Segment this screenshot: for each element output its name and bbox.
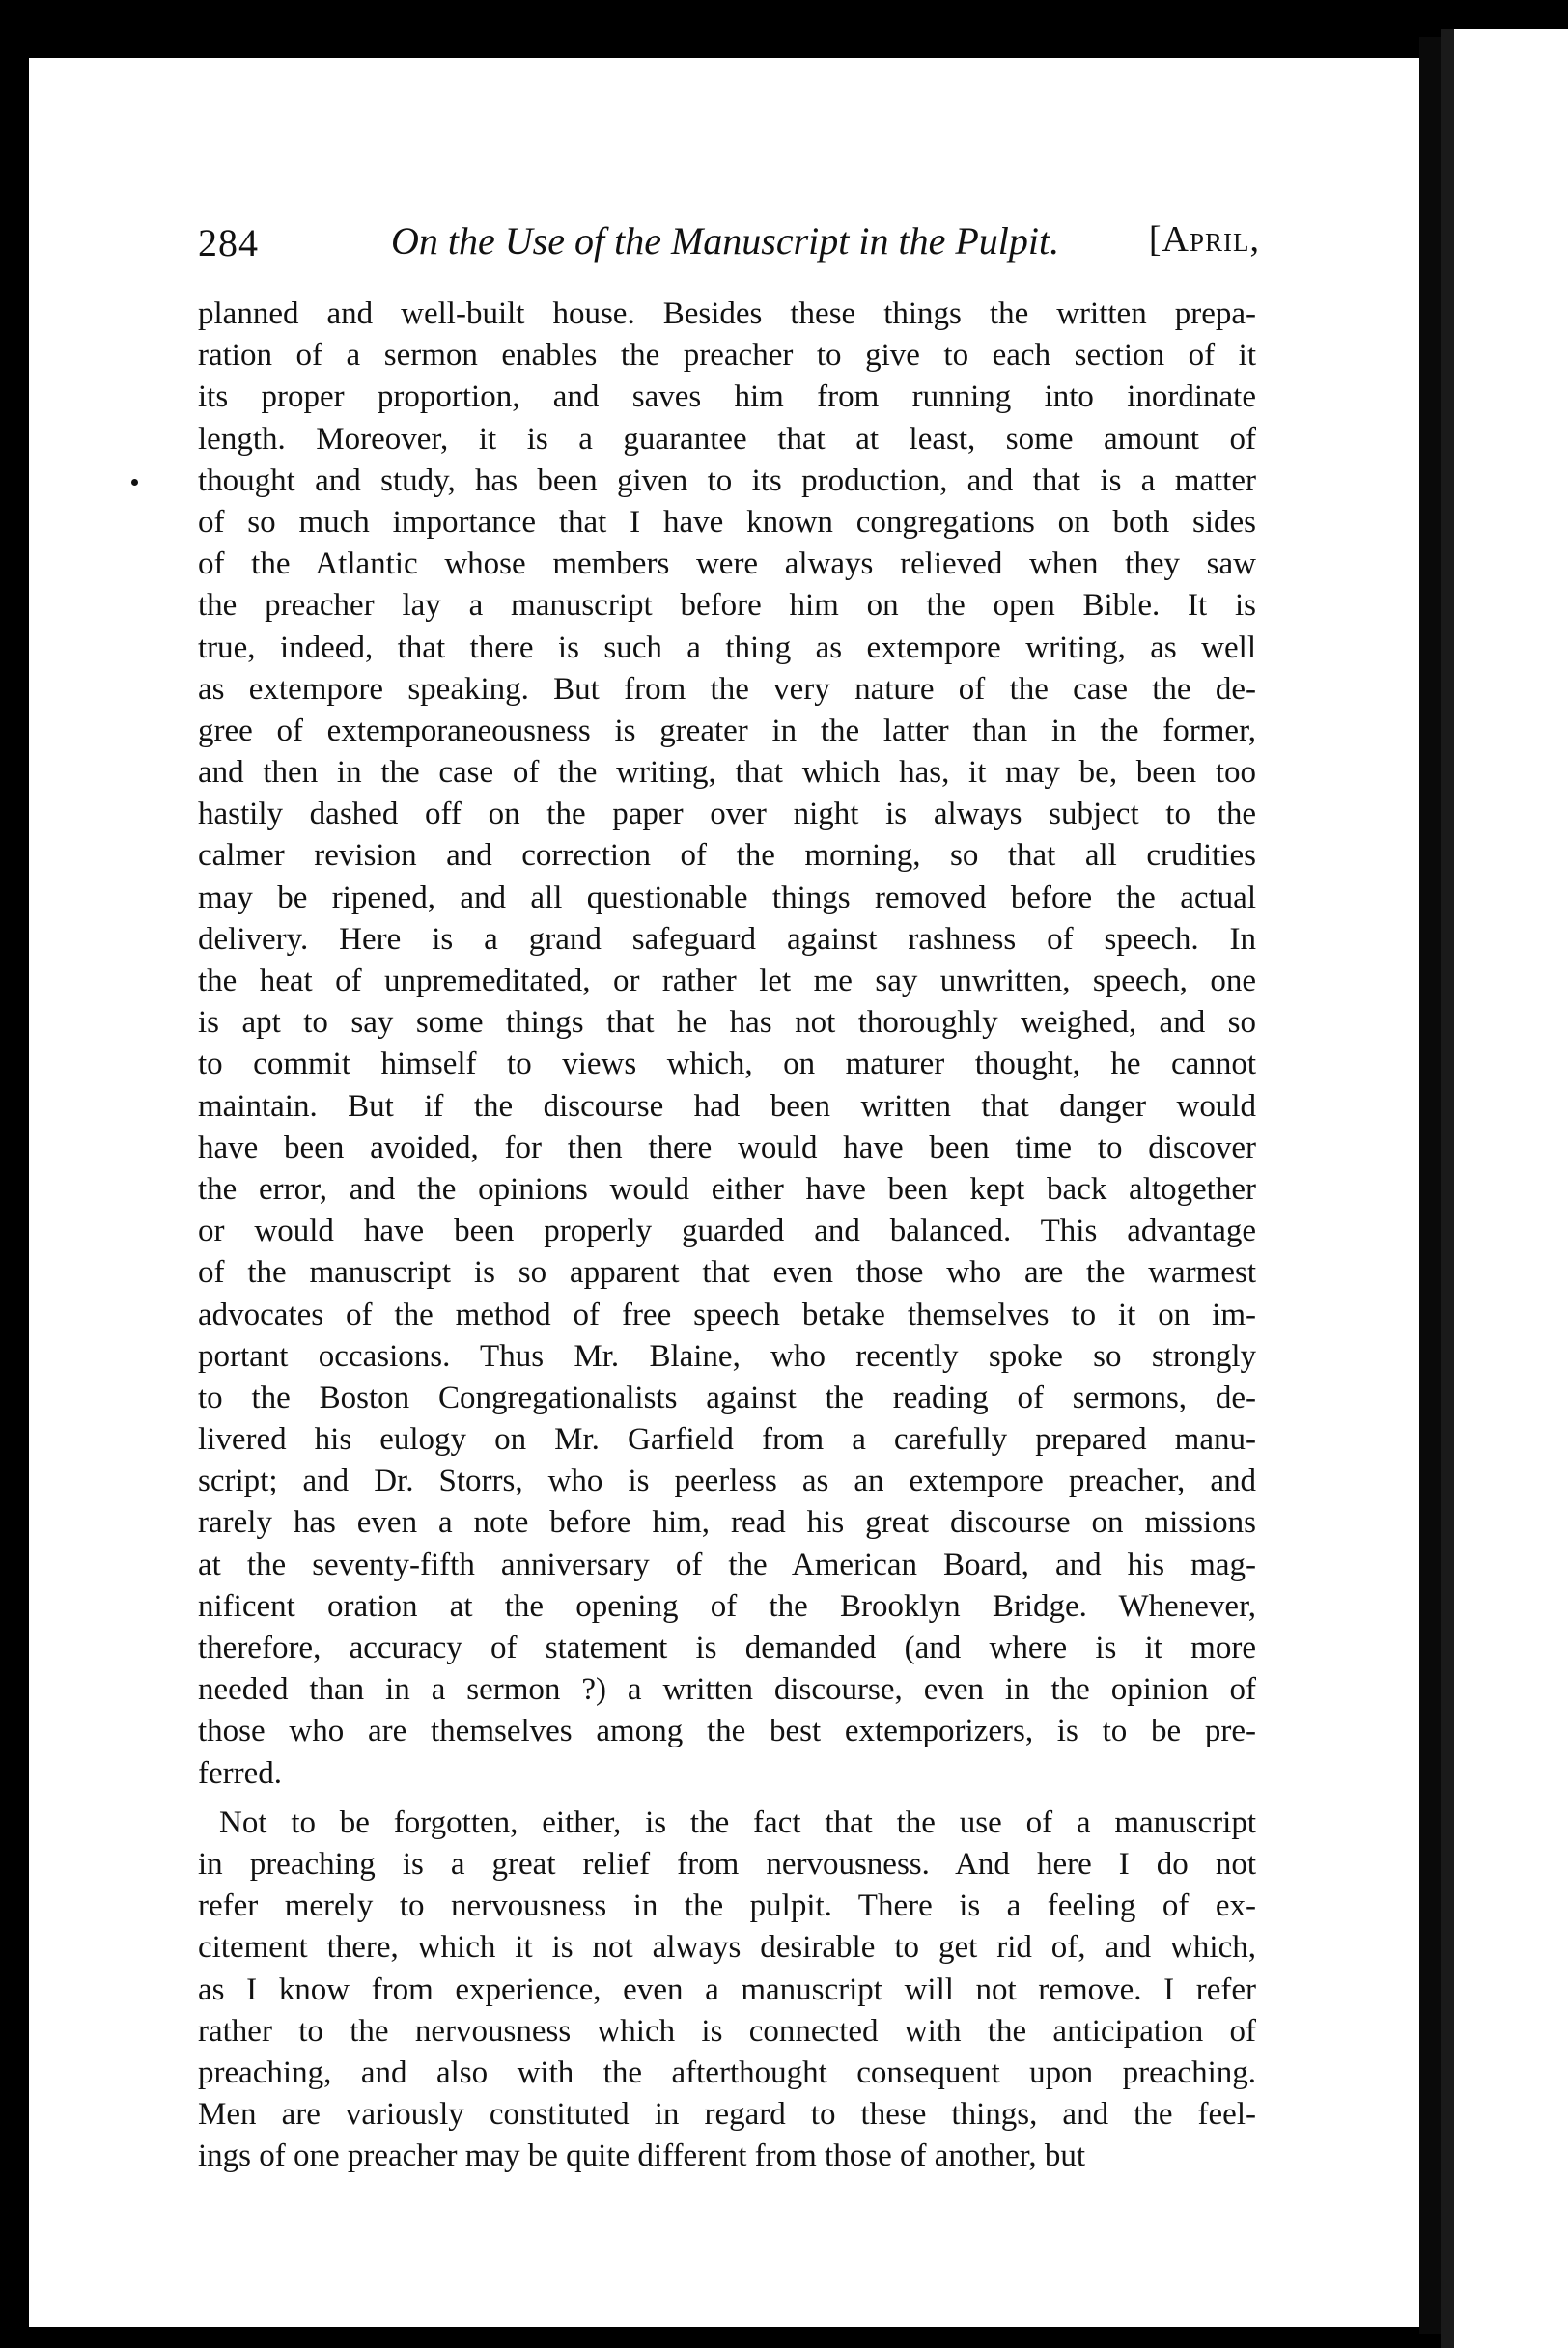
text-line: length. Moreover, it is a guarantee that at least, some amount of <box>198 421 1256 457</box>
text-line: the error, and the opinions would either have been kept back altogether <box>198 1171 1256 1207</box>
page-edge <box>1419 37 1441 2334</box>
text-line: its proper proportion, and saves him from running into inordinate <box>198 379 1256 415</box>
running-month: [April, <box>1148 219 1260 260</box>
text-line: maintain. But if the discourse had been written that danger would <box>198 1088 1256 1124</box>
text-line: as extempore speaking. But from the very nature of the case the de- <box>198 671 1256 707</box>
text-line: hastily dashed off on the paper over night is always subject to the <box>198 797 1256 832</box>
text-line: as I know from experience, even a manuscript will not remove. I refer <box>198 1971 1256 2007</box>
paragraph-gap <box>198 1795 1256 1803</box>
text-line: thought and study, has been given to its production, and that is a matter <box>198 462 1256 498</box>
running-title: On the Use of the Manuscript in the Pulpit. <box>391 219 1060 263</box>
text-line: of the manuscript is so apparent that even those who are the warmest <box>198 1255 1256 1291</box>
gutter-shadow <box>1441 29 1454 2348</box>
text-line: of so much importance that I have known congregations on both sides <box>198 504 1256 540</box>
text-line: script; and Dr. Storrs, who is peerless as an extempore preacher, and <box>198 1464 1256 1499</box>
text-line: advocates of the method of free speech betake themselves to it on im- <box>198 1297 1256 1332</box>
text-line: ration of a sermon enables the preacher to give to each section of it <box>198 338 1256 374</box>
text-line: rarely has even a note before him, read his great discourse on missions <box>198 1505 1256 1541</box>
text-line: refer merely to nervousness in the pulpit. There is a feeling of ex- <box>198 1888 1256 1924</box>
text-line: citement there, which it is not always desirable to get rid of, and which, <box>198 1930 1256 1966</box>
running-head <box>198 212 1260 280</box>
text-line: to commit himself to views which, on maturer thought, he cannot <box>198 1047 1256 1082</box>
text-line: preaching, and also with the afterthought consequent upon preaching. <box>198 2054 1256 2090</box>
text-line: rather to the nervousness which is connected with the anticipation of <box>198 2013 1256 2049</box>
text-line: delivery. Here is a grand safeguard against rashness of speech. In <box>198 921 1256 957</box>
text-line: needed than in a sermon ?) a written discourse, even in the opinion of <box>198 1672 1256 1708</box>
text-line: gree of extemporaneousness is greater in the latter than in the former, <box>198 713 1256 748</box>
text-line: nificent oration at the opening of the Brooklyn Bridge. Whenever, <box>198 1588 1256 1624</box>
text-line: calmer revision and correction of the morning, so that all crudities <box>198 838 1256 874</box>
text-line: true, indeed, that there is such a thing as extempore writing, as well <box>198 629 1256 665</box>
text-line: the heat of unpremeditated, or rather let me say unwritten, speech, one <box>198 964 1256 998</box>
text-line: ferred. <box>198 1755 283 1791</box>
text-line: of the Atlantic whose members were always relieved when they saw <box>198 546 1256 582</box>
text-line: Men are variously constituted in regard to these things, and the feel- <box>198 2097 1256 2133</box>
text-line: and then in the case of the writing, that which has, it may be, been too <box>198 755 1256 791</box>
text-line: livered his eulogy on Mr. Garfield from a carefully prepared manu- <box>198 1422 1256 1458</box>
text-line: may be ripened, and all questionable things removed before the actual <box>198 880 1256 915</box>
margin-mark <box>131 479 138 486</box>
text-line: planned and well-built house. Besides these things the written prepa- <box>198 296 1256 331</box>
paragraph <box>198 294 1256 1795</box>
text-line: Not to be forgotten, either, is the fact that the use of a manuscript <box>219 1804 1256 1840</box>
body-text <box>198 294 1256 2177</box>
text-line: the preacher lay a manuscript before him on the open Bible. It is <box>198 588 1256 624</box>
text-line: to the Boston Congregationalists against the reading of sermons, de- <box>198 1380 1256 1415</box>
text-line: in preaching is a great relief from nervousness. And here I do not <box>198 1846 1256 1882</box>
facing-page-edge <box>1441 29 1568 2348</box>
text-line: therefore, accuracy of statement is demanded (and where is it more <box>198 1631 1256 1665</box>
text-line: at the seventy-fifth anniversary of the American Board, and his mag- <box>198 1547 1256 1582</box>
text-line: or would have been properly guarded and balanced. This advantage <box>198 1214 1256 1249</box>
paragraph <box>198 1803 1256 2178</box>
text-line: portant occasions. Thus Mr. Blaine, who recently spoke so strongly <box>198 1338 1256 1374</box>
text-line: have been avoided, for then there would have been time to discover <box>198 1130 1256 1165</box>
text-line: those who are themselves among the best extemporizers, is to be pre- <box>198 1714 1256 1749</box>
text-line: is apt to say some things that he has not thoroughly weighed, and so <box>198 1005 1256 1041</box>
page-number: 284 <box>198 221 259 265</box>
text-line: ings of one preacher may be quite different from those of another, but <box>198 2138 1086 2174</box>
